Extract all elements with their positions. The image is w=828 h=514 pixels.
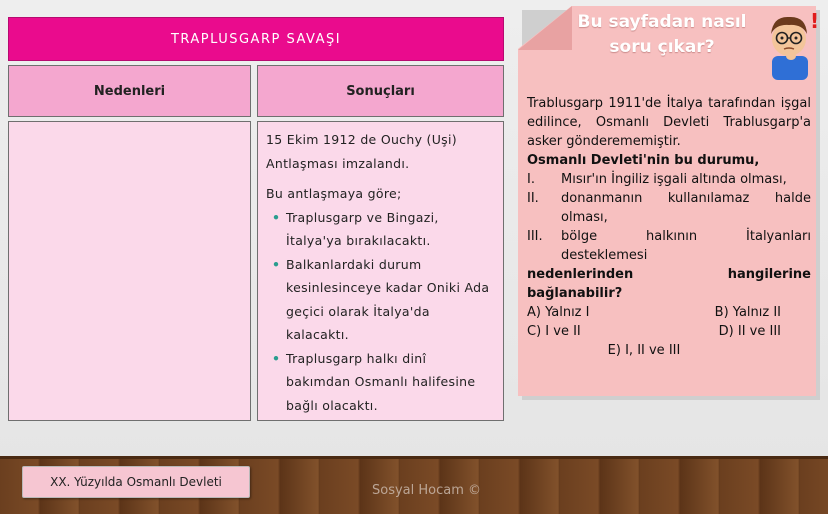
column-header-sonuclari: Sonuçları xyxy=(257,65,504,117)
list-item: III. bölge halkının İtalyanları desteklemesi xyxy=(527,229,811,263)
treaty-terms-list xyxy=(266,206,493,418)
options-row-1 xyxy=(527,303,811,322)
watermark: Sosyal Hocam © xyxy=(372,483,482,498)
ouchy-treaty-text: 15 Ekim 1912 de Ouchy (Uşi) Antlaşması imzalandı. xyxy=(266,132,457,171)
table-title: TRAPLUSGARP SAVAŞI xyxy=(8,17,504,61)
sonuclari-cell xyxy=(257,121,504,421)
list-item: • Traplusgarp halkı dinî bakımdan Osmanlı halifesine bağlı olacaktı. xyxy=(266,347,493,418)
list-item: • Traplusgarp ve Bingazi, İtalya'ya bırakılacaktı. xyxy=(266,206,493,253)
question-lead: Osmanlı Devleti'nin bu durumu, xyxy=(527,153,760,168)
option-e[interactable]: E) I, II ve III xyxy=(607,343,681,358)
list-item: I. Mısır'ın İngiliz işgali altında olması, xyxy=(527,172,787,187)
options-row-3 xyxy=(527,341,811,360)
question-stem: Trablusgarp 1911'de İtalya tarafından işgal edilince, Osmanlı Devleti Trablusgarp'a asker gönderememiştir. xyxy=(527,96,811,149)
question-body xyxy=(527,94,811,360)
option-c[interactable]: C) I ve II xyxy=(527,324,581,339)
option-d[interactable]: D) II ve III xyxy=(718,324,781,339)
list-item: • Balkanlardaki durum kesinlesinceye kadar Oniki Ada geçici olarak İtalya'da kalacaktı. xyxy=(266,253,493,347)
sonuclari-text xyxy=(258,122,503,417)
avatar-thinking-icon xyxy=(758,6,820,80)
nedenleri-cell xyxy=(8,121,251,421)
bullet-icon: • xyxy=(272,256,281,272)
list-item: II. donanmanın kullanılamaz halde olması, xyxy=(527,191,811,225)
column-header-nedenleri: Nedenleri xyxy=(8,65,251,117)
treaty-intro-text: Bu antlaşmaya göre; xyxy=(266,186,402,201)
option-b[interactable]: B) Yalnız II xyxy=(714,305,781,320)
card-heading: Bu sayfadan nasıl soru çıkar? xyxy=(577,12,747,57)
option-a[interactable]: A) Yalnız I xyxy=(527,305,590,320)
exclamation-icon: ! xyxy=(810,9,820,33)
question-prompt: nedenlerinden hangilerine xyxy=(527,267,811,282)
bullet-icon: • xyxy=(272,209,281,225)
footer-unit-tag: XX. Yüzyılda Osmanlı Devleti xyxy=(22,466,250,498)
question-prompt-end: bağlanabilir? xyxy=(527,286,623,301)
bullet-icon: • xyxy=(272,350,281,366)
options-row-2 xyxy=(527,322,811,341)
